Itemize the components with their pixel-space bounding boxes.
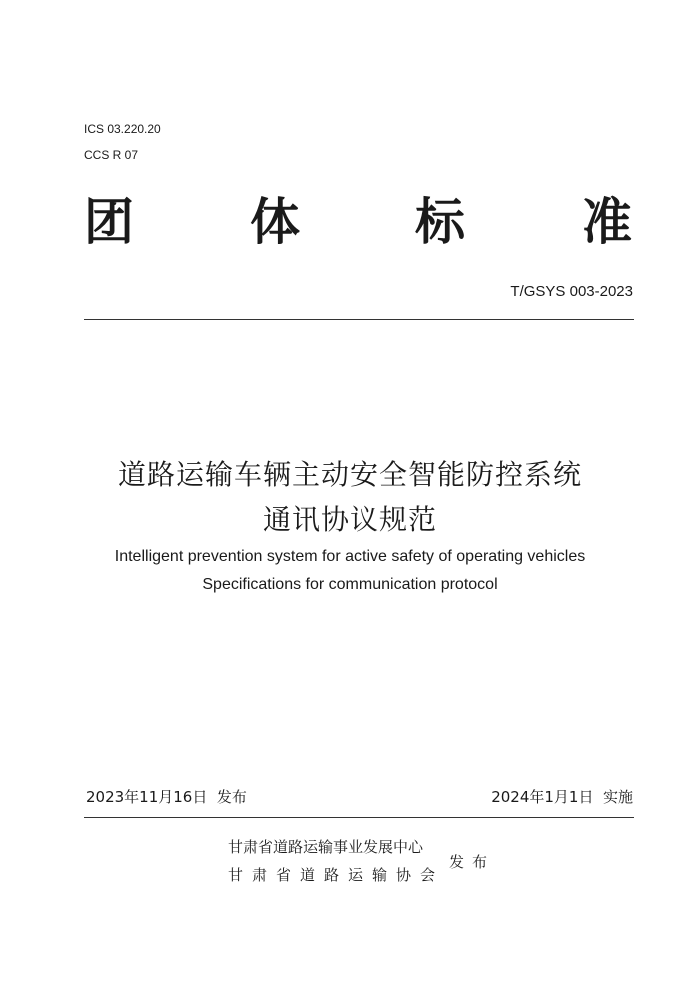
issue-label: 发布 [449, 853, 496, 871]
publish-date: 2023年11月16日 发布 [86, 788, 247, 806]
title-en-line1: Intelligent prevention system for active safety of operating vehicles [114, 548, 586, 565]
issuer-org-1: 甘肃省道路运输事业发展中心 [228, 838, 424, 856]
issuer-org-2: 甘肃省道路运输协会 [228, 866, 445, 884]
title-zh-line2: 通讯协议规范 [262, 503, 437, 536]
standard-code: T/GSYS 003-2023 [510, 283, 633, 300]
category-char-1: 团 [84, 192, 132, 251]
ics-code: ICS 03.220.20 [84, 122, 161, 136]
bottom-divider [84, 817, 634, 818]
top-divider [84, 319, 634, 320]
ccs-code: CCS R 07 [84, 148, 139, 162]
title-zh-line1: 道路运输车辆主动安全智能防控系统 [117, 458, 582, 491]
category-char-3: 标 [415, 192, 463, 251]
effective-date: 2024年1月1日 实施 [491, 788, 633, 806]
title-en-line2: Specifications for communication protocol [202, 576, 498, 593]
category-char-4: 准 [582, 192, 630, 251]
category-char-2: 体 [250, 192, 298, 251]
